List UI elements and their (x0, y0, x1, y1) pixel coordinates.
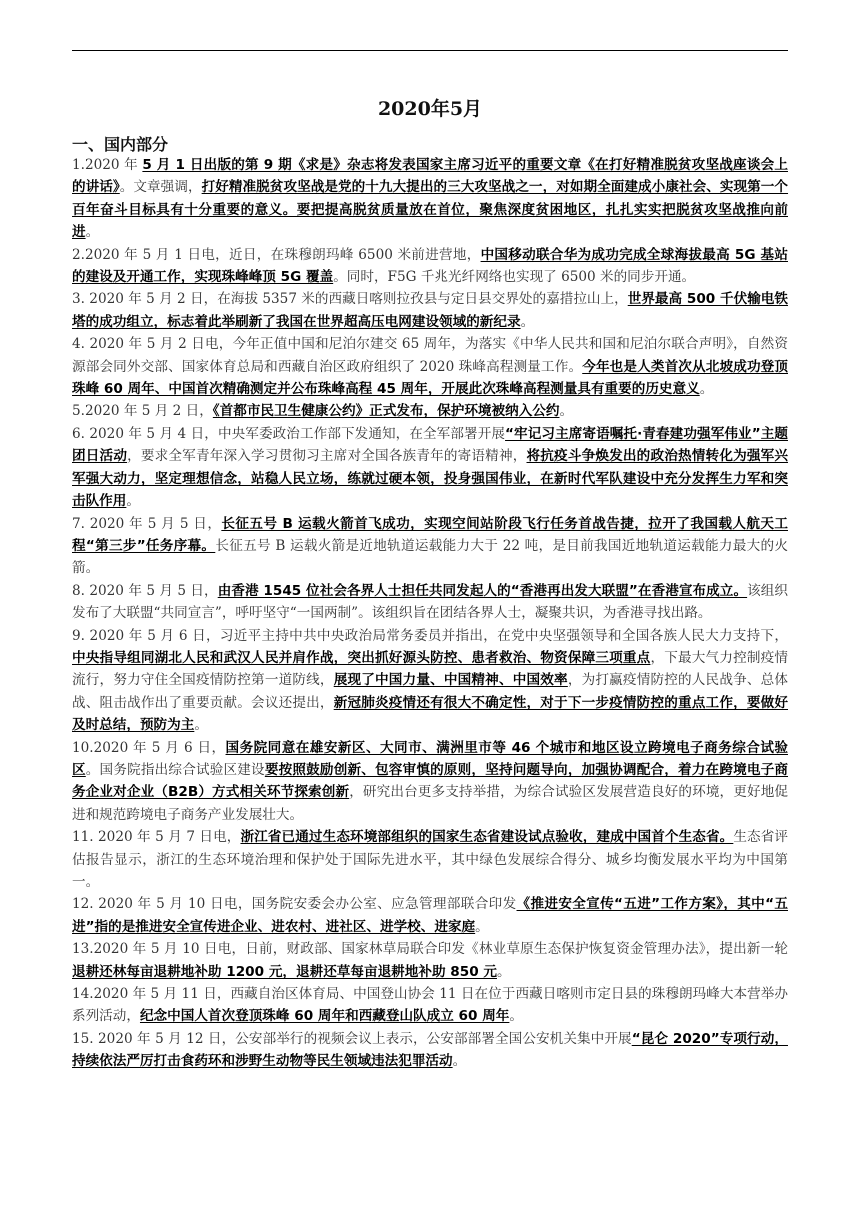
news-item (72, 1028, 788, 1073)
body-text: 。 (559, 403, 574, 420)
highlight-text: 退耕还林每亩退耕地补助 1200 元，退耕还草每亩退耕地补助 850 元 (72, 963, 497, 980)
body-text: ，要求全军青年深入学习贯彻习主席对全国各族青年的寄语精神， (127, 448, 527, 465)
highlight-text: 浙江省已通过生态环境部组织的国家生态省建设试点验收，建成中国首个生态省。 (240, 829, 734, 846)
highlight-text: 中国移动联合华为成功完成全球海拔最高 5G 基站的建设及开通工作，实现珠峰峰顶 5G 覆盖 (72, 246, 788, 286)
news-item (72, 513, 788, 580)
body-text: 。 (194, 717, 208, 734)
news-item (72, 423, 788, 513)
body-text: ，为打赢疫情防控的人民战争、总体战、阻击战作出了重要贡献。会议还提出， (72, 672, 789, 711)
body-text: ，研究出台更多支持举措，为综合试验区发展营造良好的环境，更好地促进和规范跨境电子商务产业发展壮大。 (72, 784, 788, 823)
body-text: 12. 2020 年 5 月 10 日电，国务院安委会办公室、应急管理部联合印发 (72, 896, 517, 913)
highlight-text: 今年也是人类首次从北坡成功登顶珠峰 60 周年、中国首次精确测定并公布珠峰高程 45 周年，开展此次珠峰高程测量具有重要的历史意义 (72, 358, 788, 398)
body-text: 15. 2020 年 5 月 12 日，公安部举行的视频会议上表示，公安部部署全国公安机关集中开展 (72, 1030, 632, 1047)
body-text: 13.2020 年 5 月 10 日电，日前，财政部、国家林草局联合印发《林业草原生态保护恢复资金管理办法》，提出新一轮 (72, 941, 788, 958)
body-text: 4. 2020 年 5 月 2 日电，今年正值中国和尼泊尔建交 65 周年，为落实《中华人民共和国和尼泊尔联合声明》，自然资源部会同外交部、国家体育总局和西藏自治区政府组织了 2020 珠峰高程测量工作。 (72, 336, 788, 375)
body-text: 。 (496, 963, 511, 980)
body-text: 14.2020 年 5 月 11 日，西藏自治区体育局、中国登山协会 11 日在位于西藏日喀则市定日县的珠穆朗玛峰大本营举办系列活动， (72, 986, 788, 1025)
body-text: 。 (475, 918, 489, 935)
body-text: 6. 2020 年 5 月 4 日，中央军委政治工作部下发通知，在全军部署开展 (72, 425, 506, 442)
body-text: 。 (699, 381, 714, 398)
highlight-text: 新冠肺炎疫情还有很大不确定性，对于下一步疫情防控的重点工作，要做好及时总结，预防为主 (72, 694, 789, 734)
news-item (72, 826, 788, 893)
news-item (72, 288, 788, 333)
body-text: 。 (509, 1008, 523, 1025)
news-item (72, 244, 788, 289)
body-text: 2.2020 年 5 月 1 日电，近日，在珠穆朗玛峰 6500 米前进营地， (72, 246, 481, 263)
body-text: 该组织发布了大联盟“共同宣言”，呼吁坚守“一国两制”。该组织旨在团结各界人士，凝聚共识，为香港寻找出路。 (72, 582, 788, 622)
news-item (72, 400, 788, 422)
highlight-text: 国务院同意在雄安新区、大同市、满洲里市等 46 个城市和地区设立跨境电子商务综合试验区 (72, 739, 788, 778)
highlight-text: 长征五号 B 运载火箭首飞成功，实现空间站阶段飞行任务首战告捷，拉开了我国载人航天工程“第三步”任务序幕。 (72, 515, 788, 554)
body-text: 5.2020 年 5 月 2 日， (72, 403, 213, 420)
highlight-text: 打好精准脱贫攻坚战是党的十九大提出的三大攻坚战之一，对如期全面建成小康社会、实现第一个百年奋斗目标具有十分重要的意义。要把提高脱贫质量放在首位，聚焦深度贫困地区，扎扎实实把脱贫攻坚战推向前进 (72, 179, 789, 241)
body-text: 11. 2020 年 5 月 7 日电， (72, 829, 241, 846)
body-text: 。 (85, 224, 100, 241)
body-text: ，下最大气力控制疫情流行，努力守住全国疫情防控第一道防线， (72, 649, 789, 689)
body-text: 8. 2020 年 5 月 5 日， (72, 582, 218, 599)
body-text: 长征五号 B 运载火箭是近地轨道运载能力大于 22 吨，是目前我国近地轨道运载能力最大的火箭。 (72, 537, 788, 577)
highlight-text: 中央指导组同湖北人民和武汉人民并肩作战，突出抓好源头防控、患者救治、物资保障三项重点 (72, 649, 651, 666)
news-item (72, 333, 788, 400)
news-item (72, 938, 788, 983)
body-text: 10.2020 年 5 月 6 日， (72, 739, 226, 756)
page-title: 2020年5月 (377, 98, 483, 120)
highlight-text: 纪念中国人首次登顶珠峰 60 周年和西藏登山队成立 60 周年 (139, 1008, 510, 1025)
body-text: 。文章强调， (119, 179, 202, 196)
highlight-text: 《推进安全宣传“五进”工作方案》，其中“五进”指的是推进安全宣传进企业、进农村、进社区、进学校、进家庭 (72, 896, 788, 935)
body-text: 。 (452, 1053, 467, 1070)
news-item (72, 737, 788, 827)
header-rule (72, 50, 788, 51)
highlight-text: 世界最高 500 千伏输电铁塔的成功组立，标志着此举刷新了我国在世界超高压电网建设领域的新纪录 (72, 291, 788, 330)
body-text: 。同时，F5G 千兆光纤网络也实现了 6500 米的同步开通。 (333, 269, 696, 286)
highlight-text: 将抗疫斗争焕发出的政治热情转化为强军兴军强大动力，坚定理想信念，站稳人民立场，练就过硬本领，投身强国伟业，在新时代军队建设中充分发挥生力军和突击队作用 (72, 448, 789, 510)
body-text: 1.2020 年 (72, 157, 143, 173)
news-item (72, 983, 788, 1028)
news-item-list (72, 154, 788, 1073)
highlight-text: “昆仑 2020”专项行动，持续依法严厉打击食药环和涉野生动物等民生领域违法犯罪活动 (72, 1030, 788, 1070)
body-text: 9. 2020 年 5 月 6 日，习近平主持中共中央政治局常务委员并指出，在党中央坚强领导和全国各族人民大力支持下， (72, 627, 788, 644)
highlight-text: 展现了中国力量、中国精神、中国效率 (333, 672, 568, 689)
body-text: 7. 2020 年 5 月 5 日， (72, 515, 222, 532)
highlight-text: 《首都市民卫生健康公约》正式发布，保护环境被纳入公约 (212, 403, 560, 420)
news-item (72, 893, 788, 938)
body-text: 3. 2020 年 5 月 2 日，在海拔 5357 米的西藏日喀则拉孜县与定日县交界处的嘉措拉山上， (72, 291, 628, 308)
highlight-text: 由香港 1545 位社会各界人士担任共同发起人的“香港再出发大联盟”在香港宣布成立。 (217, 582, 748, 599)
news-item (72, 625, 788, 737)
body-text: 。 (126, 493, 140, 510)
highlight-text: 要按照鼓励创新、包容审慎的原则，坚持问题导向，加强协调配合，着力在跨境电子商务企业对企业（B2B）方式相关环节探索创新 (72, 761, 789, 801)
body-text: 生态省评估报告显示，浙江的生态环境治理和保护处于国际先进水平，其中绿色发展综合得分、城乡均衡发展水平均为中国第一。 (72, 829, 789, 890)
highlight-text: 5 月 1 日出版的第 9 期《求是》杂志将发表国家主席习近平的重要文章《在打好精准脱贫攻坚战座谈会上的讲话》 (72, 157, 788, 196)
body-text: 。国务院指出综合试验区建设 (85, 761, 265, 778)
news-item (72, 580, 788, 625)
section-heading: 一、国内部分 (72, 135, 169, 154)
news-item (72, 154, 788, 244)
highlight-text: “牢记习主席寄语嘱托·青春建功强军伟业”主题团日活动 (72, 425, 788, 465)
body-text: 。 (520, 313, 535, 330)
